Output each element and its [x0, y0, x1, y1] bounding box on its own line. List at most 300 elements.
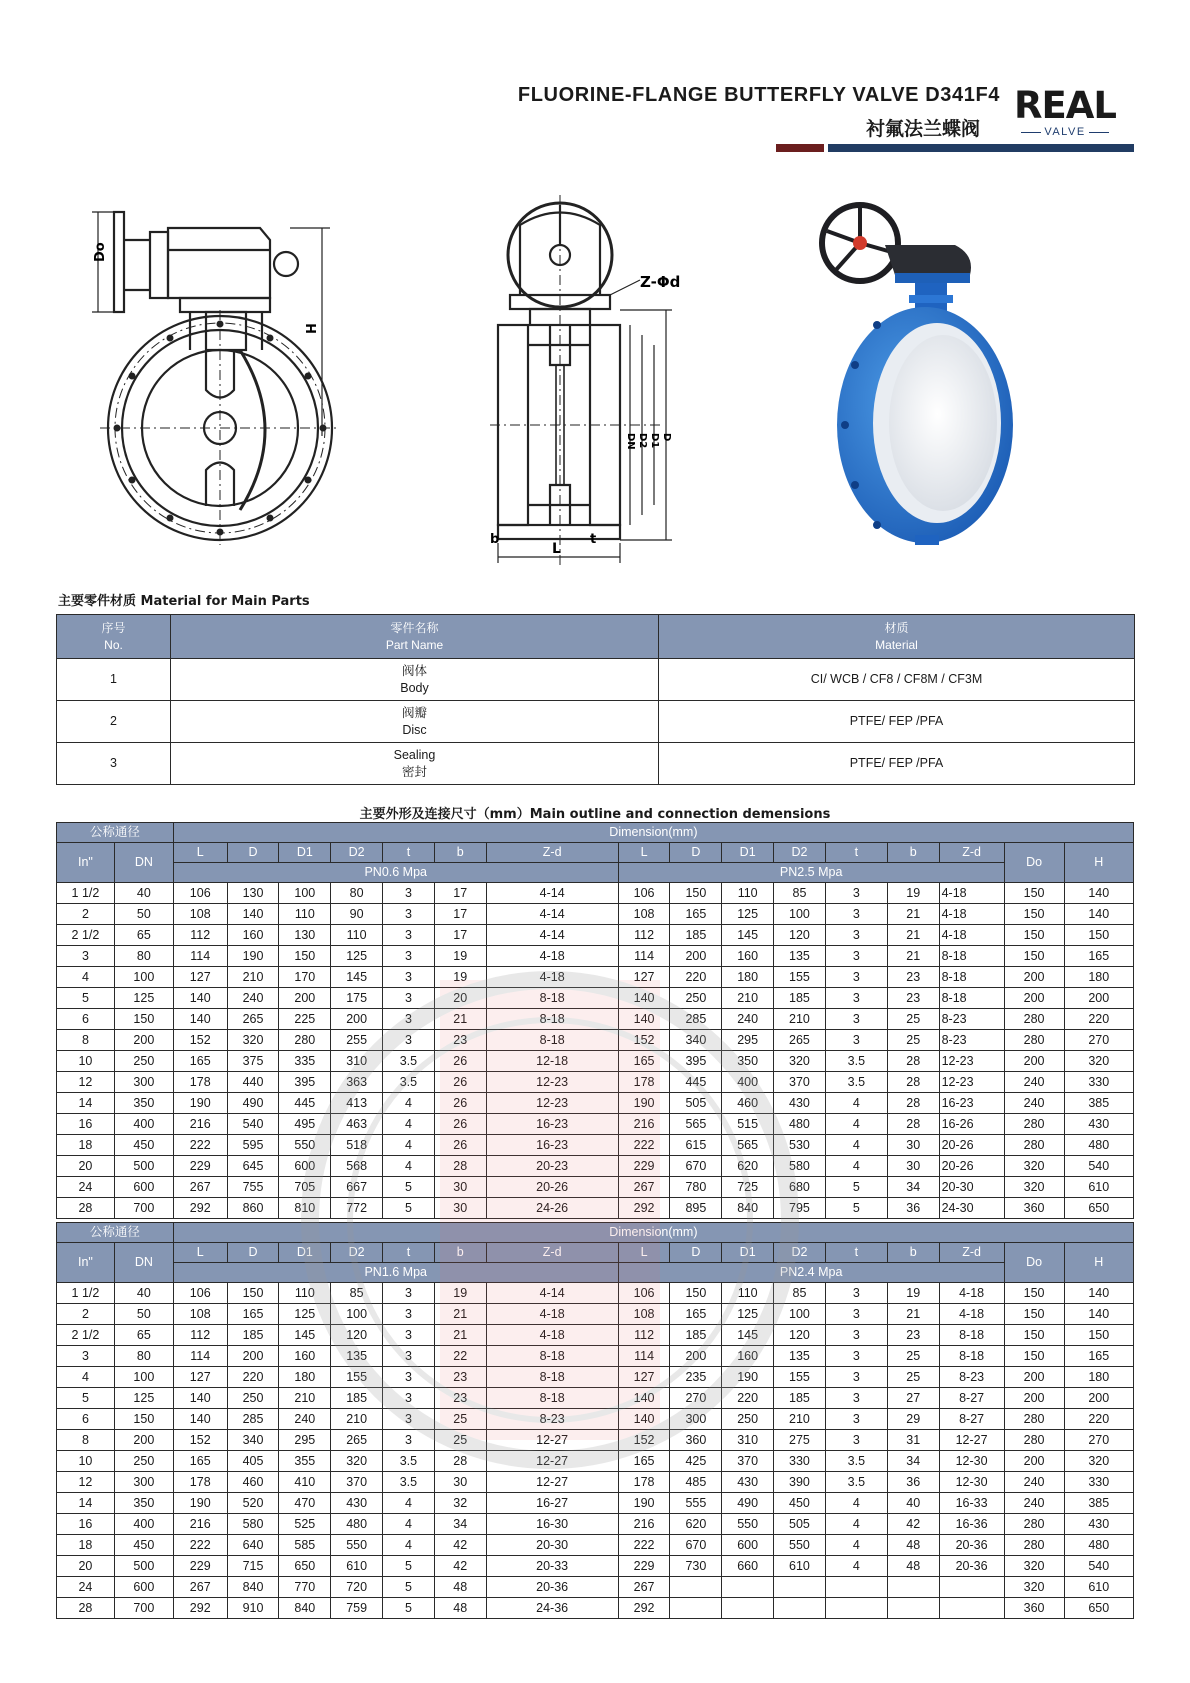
table-cell: 108 — [173, 904, 227, 925]
table-cell: 28 — [57, 1598, 115, 1619]
table-cell: 3 — [825, 946, 887, 967]
table-cell: 395 — [670, 1051, 722, 1072]
table-cell: 8-18 — [486, 1009, 618, 1030]
table-cell: 285 — [227, 1409, 279, 1430]
table-cell: 3 — [383, 1367, 435, 1388]
table-cell: 267 — [618, 1177, 670, 1198]
table-cell: 40 — [114, 883, 173, 904]
table-cell: 240 — [722, 1009, 774, 1030]
table-cell: 235 — [670, 1367, 722, 1388]
table-cell: 19 — [887, 883, 939, 904]
table-cell: 16-36 — [939, 1514, 1004, 1535]
table-row — [57, 967, 1134, 988]
table-cell: 200 — [1064, 988, 1133, 1009]
table-cell — [722, 1598, 774, 1619]
table-cell: 125 — [331, 946, 383, 967]
col-header: D1 — [722, 1243, 774, 1263]
table-cell: 3 — [383, 988, 435, 1009]
table-cell: 112 — [173, 1325, 227, 1346]
table-row — [57, 1030, 1134, 1051]
table-cell: 16 — [57, 1114, 115, 1135]
table-row — [57, 988, 1134, 1009]
table-cell: 150 — [1004, 925, 1064, 946]
table-cell: 229 — [618, 1556, 670, 1577]
col-header: Z-d — [939, 843, 1004, 863]
table-cell: 3 — [383, 1325, 435, 1346]
table-cell: 255 — [331, 1030, 383, 1051]
table-cell: 24 — [57, 1577, 115, 1598]
d-label: D — [661, 433, 672, 442]
table-cell: 160 — [722, 1346, 774, 1367]
table-cell: 220 — [722, 1388, 774, 1409]
table-cell: 18 — [57, 1535, 115, 1556]
table-cell: 106 — [618, 883, 670, 904]
table-cell: 185 — [670, 1325, 722, 1346]
table-cell: 150 — [1004, 883, 1064, 904]
table-cell: 20 — [434, 988, 486, 1009]
table-cell: 413 — [331, 1093, 383, 1114]
table-cell: 140 — [618, 1409, 670, 1430]
table-cell: 680 — [774, 1177, 826, 1198]
table-cell: 3 — [383, 1009, 435, 1030]
table-cell: 16-33 — [939, 1493, 1004, 1514]
table-cell: 152 — [173, 1030, 227, 1051]
table-cell: 23 — [887, 988, 939, 1009]
table-cell: 220 — [1064, 1409, 1133, 1430]
table-cell: 3 — [825, 1388, 887, 1409]
table-cell: 216 — [618, 1114, 670, 1135]
table-cell: 3 — [383, 1388, 435, 1409]
table-cell: 8-18 — [939, 988, 1004, 1009]
table-cell: 12-30 — [939, 1451, 1004, 1472]
table-cell: 4-14 — [486, 925, 618, 946]
part-material: CI/ WCB / CF8 / CF8M / CF3M — [659, 659, 1135, 701]
table-cell: 518 — [331, 1135, 383, 1156]
table-cell: 3.5 — [383, 1472, 435, 1493]
table-cell: 28 — [434, 1156, 486, 1177]
table-cell: 565 — [722, 1135, 774, 1156]
table-cell: 21 — [887, 904, 939, 925]
table-cell: 650 — [1064, 1598, 1133, 1619]
table-cell: 20-30 — [939, 1177, 1004, 1198]
dim-subheader-row — [57, 843, 1134, 863]
table-cell: 36 — [887, 1198, 939, 1219]
table-cell: 460 — [227, 1472, 279, 1493]
table-cell: 229 — [618, 1156, 670, 1177]
front-view-drawing — [90, 200, 350, 545]
table-cell: 19 — [434, 967, 486, 988]
dn-header: DN — [114, 1243, 173, 1283]
table-cell: 270 — [1064, 1430, 1133, 1451]
table-cell: 450 — [114, 1535, 173, 1556]
table-cell: 725 — [722, 1177, 774, 1198]
table-cell: 360 — [1004, 1598, 1064, 1619]
table-cell: 645 — [227, 1156, 279, 1177]
table-row — [57, 883, 1134, 904]
table-cell: 120 — [331, 1325, 383, 1346]
table-cell: 80 — [331, 883, 383, 904]
table-cell: 250 — [227, 1388, 279, 1409]
table-cell: 370 — [331, 1472, 383, 1493]
table-cell: 445 — [670, 1072, 722, 1093]
table-cell: 8-23 — [939, 1009, 1004, 1030]
table-cell: 190 — [722, 1367, 774, 1388]
table-cell: 145 — [722, 1325, 774, 1346]
table-cell: 840 — [279, 1598, 331, 1619]
table-cell: 4 — [383, 1514, 435, 1535]
table-cell: 480 — [331, 1514, 383, 1535]
col-header: D1 — [279, 843, 331, 863]
table-cell: 610 — [774, 1556, 826, 1577]
table-cell: 6 — [57, 1409, 115, 1430]
col-header: D — [670, 1243, 722, 1263]
table-cell: 8-18 — [486, 1388, 618, 1409]
table-cell: 42 — [887, 1514, 939, 1535]
table-cell: 650 — [1064, 1198, 1133, 1219]
table-cell: 100 — [774, 1304, 826, 1325]
table-cell: 770 — [279, 1577, 331, 1598]
table-cell: 30 — [887, 1135, 939, 1156]
do-header: Do — [1004, 843, 1064, 883]
table-cell: 145 — [279, 1325, 331, 1346]
table-cell: 4 — [383, 1493, 435, 1514]
pressure-right: PN2.4 Mpa — [618, 1263, 1004, 1283]
table-row — [57, 1325, 1134, 1346]
table-row — [57, 1283, 1134, 1304]
table-cell: 350 — [114, 1493, 173, 1514]
table-cell: 25 — [887, 1009, 939, 1030]
table-cell: 300 — [114, 1072, 173, 1093]
table-cell: 26 — [434, 1114, 486, 1135]
table-cell: 780 — [670, 1177, 722, 1198]
table-cell: 165 — [670, 1304, 722, 1325]
table-cell: 730 — [670, 1556, 722, 1577]
col-header: t — [825, 843, 887, 863]
table-cell: 3.5 — [825, 1072, 887, 1093]
table-cell: 3 — [383, 1283, 435, 1304]
table-cell: 50 — [114, 1304, 173, 1325]
table-cell: 12-23 — [486, 1072, 618, 1093]
dimensions-table — [56, 822, 1134, 1219]
table-cell: 650 — [279, 1556, 331, 1577]
table-cell: 3 — [383, 1346, 435, 1367]
part-material: PTFE/ FEP /PFA — [659, 701, 1135, 743]
table-cell: 470 — [279, 1493, 331, 1514]
table-cell: 110 — [722, 1283, 774, 1304]
table-cell: 267 — [173, 1577, 227, 1598]
table-cell: 100 — [114, 1367, 173, 1388]
table-cell: 267 — [173, 1177, 227, 1198]
table-cell: 400 — [722, 1072, 774, 1093]
table-cell: 31 — [887, 1430, 939, 1451]
table-cell: 4 — [57, 1367, 115, 1388]
table-cell: 200 — [1004, 1367, 1064, 1388]
table-cell: 140 — [1064, 1304, 1133, 1325]
table-cell: 3 — [825, 925, 887, 946]
table-cell: 280 — [1004, 1514, 1064, 1535]
table-cell: 390 — [774, 1472, 826, 1493]
table-cell — [774, 1598, 826, 1619]
table-cell: 505 — [670, 1093, 722, 1114]
table-cell: 23 — [434, 1388, 486, 1409]
table-cell: 580 — [774, 1156, 826, 1177]
table-cell: 5 — [383, 1198, 435, 1219]
table-cell: 520 — [227, 1493, 279, 1514]
table-cell: 100 — [774, 904, 826, 925]
table-cell: 165 — [1064, 1346, 1133, 1367]
dimensions-table — [56, 1222, 1134, 1619]
header-part-name: 零件名称 Part Name — [171, 615, 659, 659]
table-cell: 210 — [227, 967, 279, 988]
table-cell: 210 — [774, 1009, 826, 1030]
table-cell: 4 — [57, 967, 115, 988]
table-row — [57, 1451, 1134, 1472]
table-cell: 20-26 — [939, 1156, 1004, 1177]
table-row — [57, 1072, 1134, 1093]
table-cell: 110 — [722, 883, 774, 904]
table-cell: 178 — [173, 1472, 227, 1493]
table-cell: 8 — [57, 1430, 115, 1451]
table-cell: 110 — [331, 925, 383, 946]
table-cell: 4-18 — [939, 1283, 1004, 1304]
dimension-header: Dimension(mm) — [173, 1223, 1133, 1243]
col-header: L — [618, 1243, 670, 1263]
table-cell: 200 — [1064, 1388, 1133, 1409]
table-cell: 85 — [774, 1283, 826, 1304]
table-cell: 150 — [279, 946, 331, 967]
col-header: t — [383, 843, 435, 863]
table-cell: 222 — [618, 1135, 670, 1156]
header-accent-bar — [776, 144, 824, 152]
table-cell: 240 — [1004, 1072, 1064, 1093]
table-cell: 445 — [279, 1093, 331, 1114]
table-cell: 320 — [1004, 1177, 1064, 1198]
table-cell: 615 — [670, 1135, 722, 1156]
table-cell: 12-23 — [939, 1051, 1004, 1072]
table-cell: 540 — [1064, 1156, 1133, 1177]
table-cell: 810 — [279, 1198, 331, 1219]
table-cell: 222 — [173, 1535, 227, 1556]
table-cell: 16-23 — [939, 1093, 1004, 1114]
table-cell: 190 — [173, 1493, 227, 1514]
pressure-left: PN1.6 Mpa — [173, 1263, 618, 1283]
table-cell: 112 — [173, 925, 227, 946]
table-cell: 8-23 — [939, 1030, 1004, 1051]
table-cell: 25 — [887, 1346, 939, 1367]
table-cell: 127 — [618, 1367, 670, 1388]
do-header: Do — [1004, 1243, 1064, 1283]
zd-label: Z-Φd — [640, 273, 681, 291]
table-cell: 36 — [887, 1472, 939, 1493]
pressure-left: PN0.6 Mpa — [173, 863, 618, 883]
table-cell: 640 — [227, 1535, 279, 1556]
table-cell: 4-14 — [486, 904, 618, 925]
table-cell: 360 — [1004, 1198, 1064, 1219]
table-row — [57, 1093, 1134, 1114]
table-cell: 80 — [114, 946, 173, 967]
table-cell: 21 — [434, 1325, 486, 1346]
table-cell: 85 — [774, 883, 826, 904]
table-cell: 840 — [227, 1577, 279, 1598]
table-cell: 530 — [774, 1135, 826, 1156]
table-cell: 3 — [383, 1409, 435, 1430]
table-cell: 200 — [114, 1430, 173, 1451]
table-cell: 23 — [887, 1325, 939, 1346]
header-material: 材质 Material — [659, 615, 1135, 659]
valve-product-image — [815, 195, 1030, 545]
table-cell: 150 — [227, 1283, 279, 1304]
table-cell: 30 — [434, 1472, 486, 1493]
table-cell — [774, 1577, 826, 1598]
table-cell: 350 — [114, 1093, 173, 1114]
pressure-row — [57, 1263, 1134, 1283]
table-cell: 17 — [434, 904, 486, 925]
table-cell: 165 — [618, 1451, 670, 1472]
table-cell: 85 — [331, 1283, 383, 1304]
table-cell: 20-33 — [486, 1556, 618, 1577]
table-cell: 160 — [227, 925, 279, 946]
table-cell: 4 — [825, 1135, 887, 1156]
table-cell: 222 — [618, 1535, 670, 1556]
table-cell: 150 — [1004, 1283, 1064, 1304]
table-cell: 280 — [279, 1030, 331, 1051]
table-cell: 310 — [331, 1051, 383, 1072]
table-cell: 755 — [227, 1177, 279, 1198]
table-cell: 180 — [279, 1367, 331, 1388]
table-cell: 28 — [57, 1198, 115, 1219]
table-cell: 28 — [887, 1051, 939, 1072]
table-cell: 340 — [670, 1030, 722, 1051]
table-cell: 3 — [383, 925, 435, 946]
nominal-header: 公称通径 — [57, 1223, 174, 1243]
table-cell: 5 — [383, 1177, 435, 1198]
table-cell: 280 — [1004, 1409, 1064, 1430]
table-cell: 265 — [331, 1430, 383, 1451]
table-cell: 840 — [722, 1198, 774, 1219]
table-cell: 8-18 — [486, 1346, 618, 1367]
table-cell: 135 — [774, 946, 826, 967]
table-cell: 3.5 — [825, 1472, 887, 1493]
table-cell: 19 — [434, 946, 486, 967]
table-cell: 705 — [279, 1177, 331, 1198]
b-label: b — [490, 532, 500, 547]
table-cell: 600 — [279, 1156, 331, 1177]
table-cell: 5 — [383, 1577, 435, 1598]
table-cell: 200 — [1004, 967, 1064, 988]
table-cell: 275 — [774, 1430, 826, 1451]
table-row — [57, 925, 1134, 946]
table-cell: 152 — [618, 1030, 670, 1051]
table-cell: 360 — [670, 1430, 722, 1451]
table-cell: 320 — [1004, 1556, 1064, 1577]
table-cell: 8-27 — [939, 1388, 1004, 1409]
table-cell: 310 — [722, 1430, 774, 1451]
table-cell: 135 — [774, 1346, 826, 1367]
table-cell: 220 — [1064, 1009, 1133, 1030]
table-cell: 216 — [173, 1114, 227, 1135]
table-cell: 28 — [887, 1114, 939, 1135]
table-cell: 48 — [887, 1535, 939, 1556]
table-row — [57, 701, 1135, 743]
col-header: D1 — [722, 843, 774, 863]
table-cell: 200 — [670, 946, 722, 967]
table-cell: 165 — [1064, 946, 1133, 967]
table-cell: 216 — [173, 1514, 227, 1535]
dimension-header: Dimension(mm) — [173, 823, 1133, 843]
table-cell: 8-18 — [486, 1367, 618, 1388]
table-cell: 165 — [227, 1304, 279, 1325]
table-cell: 267 — [618, 1577, 670, 1598]
table-cell: 48 — [887, 1556, 939, 1577]
table-cell: 26 — [434, 1093, 486, 1114]
table-cell: 100 — [114, 967, 173, 988]
table-cell: 200 — [331, 1009, 383, 1030]
table-cell: 140 — [618, 988, 670, 1009]
table-cell: 430 — [331, 1493, 383, 1514]
table-cell: 3 — [383, 904, 435, 925]
table-cell: 155 — [774, 1367, 826, 1388]
table-cell: 568 — [331, 1156, 383, 1177]
table-cell: 23 — [434, 1030, 486, 1051]
table-cell: 3 — [825, 967, 887, 988]
table-cell: 24-26 — [486, 1198, 618, 1219]
dimensions-section-title: 主要外形及连接尺寸（mm）Main outline and connection demensions — [359, 807, 831, 822]
table-cell: 178 — [618, 1072, 670, 1093]
table-cell: 20-30 — [486, 1535, 618, 1556]
table-cell: 670 — [670, 1156, 722, 1177]
table-cell: 480 — [1064, 1135, 1133, 1156]
table-cell: 540 — [227, 1114, 279, 1135]
table-cell: 125 — [722, 904, 774, 925]
table-cell: 114 — [618, 1346, 670, 1367]
table-cell: 12-18 — [486, 1051, 618, 1072]
table-cell: 112 — [618, 925, 670, 946]
in-header: In" — [57, 1243, 115, 1283]
table-cell: 4 — [383, 1535, 435, 1556]
table-cell: 10 — [57, 1051, 115, 1072]
table-cell: 660 — [722, 1556, 774, 1577]
table-cell: 108 — [618, 904, 670, 925]
table-cell: 150 — [1004, 1304, 1064, 1325]
table-cell: 2 — [57, 1304, 115, 1325]
table-cell: 140 — [173, 988, 227, 1009]
col-header: L — [618, 843, 670, 863]
table-cell: 610 — [1064, 1177, 1133, 1198]
table-cell: 3.5 — [383, 1051, 435, 1072]
col-header: D — [227, 1243, 279, 1263]
materials-table — [56, 614, 1135, 785]
col-header: b — [887, 843, 939, 863]
col-header: D1 — [279, 1243, 331, 1263]
table-cell: 3 — [825, 1367, 887, 1388]
table-cell: 320 — [1004, 1156, 1064, 1177]
table-cell: 210 — [331, 1409, 383, 1430]
table-cell: 450 — [774, 1493, 826, 1514]
col-header: Z-d — [486, 1243, 618, 1263]
table-cell: 12-30 — [939, 1472, 1004, 1493]
table-cell: 600 — [114, 1177, 173, 1198]
table-cell: 280 — [1004, 1535, 1064, 1556]
table-cell: 240 — [1004, 1493, 1064, 1514]
table-cell: 3 — [383, 1430, 435, 1451]
table-cell: 34 — [887, 1451, 939, 1472]
table-row — [57, 659, 1135, 701]
table-cell: 26 — [434, 1051, 486, 1072]
table-cell: 5 — [383, 1598, 435, 1619]
table-row — [57, 1430, 1134, 1451]
table-cell: 24-36 — [486, 1598, 618, 1619]
table-cell: 3 — [825, 1409, 887, 1430]
